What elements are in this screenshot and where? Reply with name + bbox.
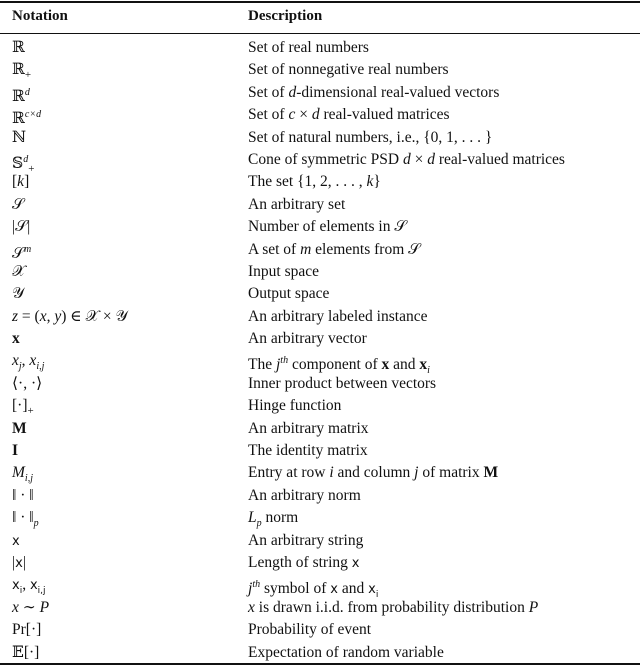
text-segment: Expectation of random variable bbox=[248, 643, 444, 661]
table-body bbox=[0, 37, 640, 664]
text-segment: + bbox=[27, 405, 34, 418]
table-row bbox=[0, 283, 640, 305]
description-cell bbox=[248, 373, 436, 395]
table-row bbox=[0, 306, 640, 328]
text-segment: d bbox=[403, 150, 411, 168]
text-segment: i bbox=[427, 365, 430, 377]
notation-cell bbox=[12, 261, 25, 283]
text-segment: An arbitrary string bbox=[248, 531, 364, 549]
text-segment: y bbox=[54, 307, 62, 325]
text-segment: I bbox=[12, 442, 19, 460]
text-segment: symbol of bbox=[260, 580, 331, 598]
text-segment: and bbox=[389, 356, 420, 374]
text-segment: + bbox=[24, 69, 32, 82]
text-segment: } bbox=[373, 173, 381, 191]
text-segment: ℝ bbox=[12, 39, 25, 56]
description-cell bbox=[248, 82, 499, 104]
table-row bbox=[0, 507, 640, 529]
text-segment: P bbox=[528, 598, 539, 616]
text-segment: k bbox=[366, 173, 374, 191]
text-segment: x bbox=[39, 307, 47, 325]
description-cell bbox=[248, 440, 368, 462]
notation-cell bbox=[12, 171, 29, 193]
text-segment: = ( bbox=[18, 307, 40, 325]
text-segment: , bbox=[22, 576, 30, 594]
table-row bbox=[0, 171, 640, 193]
text-segment: is drawn i.i.d. from probability distribution bbox=[254, 598, 529, 616]
text-segment: Entry at row bbox=[248, 464, 330, 482]
text-segment: elements from bbox=[311, 240, 409, 258]
text-segment: Set of real numbers bbox=[248, 39, 369, 56]
text-segment: j bbox=[18, 361, 22, 373]
table-row bbox=[0, 82, 640, 104]
text-segment: x bbox=[12, 533, 20, 549]
text-segment: , bbox=[21, 352, 30, 370]
table-row bbox=[0, 239, 640, 261]
notation-cell bbox=[12, 373, 42, 395]
notation-cell bbox=[12, 194, 24, 216]
text-segment: c bbox=[288, 106, 296, 124]
text-segment: The set {1, 2, . . . , bbox=[248, 173, 367, 191]
description-cell bbox=[248, 59, 449, 81]
table-row bbox=[0, 104, 640, 126]
text-segment: i bbox=[375, 590, 379, 601]
text-segment: 𝒮 bbox=[12, 244, 24, 262]
text-segment: [·] bbox=[12, 397, 28, 415]
text-segment: ] bbox=[24, 173, 30, 191]
text-segment: M bbox=[12, 464, 25, 482]
text-segment: ℝ bbox=[12, 110, 25, 128]
top-rule bbox=[0, 1, 640, 3]
text-segment: x bbox=[419, 356, 428, 374]
table-row bbox=[0, 373, 640, 395]
notation-cell bbox=[12, 328, 20, 350]
table-row bbox=[0, 485, 640, 507]
text-segment: c×d bbox=[24, 109, 42, 121]
notation-cell bbox=[12, 418, 27, 440]
table-row bbox=[0, 395, 640, 417]
notation-cell bbox=[12, 306, 128, 328]
description-cell bbox=[248, 619, 371, 641]
description-cell bbox=[248, 395, 341, 417]
text-segment: j bbox=[248, 580, 253, 598]
table-row bbox=[0, 619, 640, 641]
table-row bbox=[0, 328, 640, 350]
text-segment: |𝒮| bbox=[12, 218, 31, 236]
description-cell bbox=[248, 127, 492, 149]
text-segment: x bbox=[248, 598, 255, 616]
description-cell bbox=[248, 418, 369, 440]
notation-cell bbox=[12, 530, 20, 553]
notation-cell bbox=[12, 283, 24, 305]
text-segment: x bbox=[368, 582, 376, 598]
text-segment: An arbitrary vector bbox=[248, 330, 367, 348]
text-segment: ℕ bbox=[12, 128, 27, 146]
description-cell bbox=[248, 37, 369, 59]
text-segment: 𝒮 bbox=[394, 218, 407, 236]
text-segment: th bbox=[280, 355, 289, 367]
description-cell bbox=[248, 194, 345, 216]
text-segment: An arbitrary set bbox=[248, 195, 346, 213]
text-segment: x bbox=[29, 352, 37, 370]
text-segment: d bbox=[427, 150, 435, 168]
table-row bbox=[0, 574, 640, 601]
table-row bbox=[0, 462, 640, 484]
text-segment: x bbox=[351, 555, 360, 571]
table-row bbox=[0, 597, 640, 619]
text-segment: p bbox=[256, 518, 262, 530]
text-segment: x bbox=[12, 598, 19, 616]
header-description: Description bbox=[248, 8, 323, 24]
description-cell bbox=[248, 552, 359, 575]
table-row bbox=[0, 350, 640, 377]
table-row bbox=[0, 59, 640, 81]
text-segment: Set of natural numbers, i.e., {0, 1, . . . } bbox=[248, 128, 493, 146]
table-row bbox=[0, 194, 640, 216]
text-segment: Number of elements in bbox=[248, 218, 395, 236]
text-segment: Probability of event bbox=[248, 621, 372, 639]
text-segment: × bbox=[295, 106, 312, 124]
text-segment: ⟨·, ·⟩ bbox=[12, 374, 43, 392]
text-segment: 𝔼[·] bbox=[12, 643, 40, 661]
text-segment: ℝ bbox=[12, 87, 25, 105]
text-segment: d bbox=[24, 86, 30, 98]
text-segment: The identity matrix bbox=[248, 442, 368, 460]
text-segment: i,j bbox=[24, 473, 33, 485]
text-segment: [ bbox=[12, 173, 18, 191]
text-segment: Set of bbox=[248, 83, 289, 101]
text-segment: Hinge function bbox=[248, 397, 342, 415]
text-segment: component of bbox=[288, 356, 382, 374]
text-segment: Input space bbox=[248, 262, 320, 280]
text-segment: Cone of symmetric PSD bbox=[248, 150, 403, 168]
text-segment: ∼ bbox=[18, 598, 40, 616]
description-cell bbox=[248, 216, 406, 238]
text-segment: An arbitrary labeled instance bbox=[248, 307, 428, 325]
text-segment: + bbox=[28, 162, 35, 175]
text-segment: 𝒴 bbox=[12, 285, 25, 303]
text-segment: -dimensional real-valued vectors bbox=[296, 83, 500, 101]
text-segment: , bbox=[46, 307, 55, 325]
text-segment: ) ∈ 𝒳 × 𝒴 bbox=[61, 307, 128, 325]
text-segment: j bbox=[275, 356, 281, 374]
description-cell bbox=[248, 530, 363, 552]
description-cell bbox=[248, 485, 361, 507]
description-cell bbox=[248, 597, 538, 619]
text-segment: j bbox=[414, 464, 419, 482]
table-row bbox=[0, 642, 640, 664]
text-segment: 𝒮 bbox=[408, 240, 421, 258]
text-segment: × bbox=[410, 150, 428, 168]
text-segment: An arbitrary norm bbox=[248, 486, 361, 504]
text-segment: An arbitrary matrix bbox=[248, 419, 369, 437]
text-segment: p bbox=[33, 518, 39, 530]
description-cell bbox=[248, 328, 367, 350]
text-segment: M bbox=[483, 464, 499, 482]
text-segment: The bbox=[248, 356, 276, 374]
table-row bbox=[0, 216, 640, 238]
text-segment: Inner product between vectors bbox=[248, 374, 437, 392]
text-segment: x bbox=[381, 356, 390, 374]
text-segment: i bbox=[19, 586, 23, 597]
table-row bbox=[0, 37, 640, 59]
text-segment: x bbox=[12, 352, 19, 370]
text-segment: i,j bbox=[37, 586, 46, 597]
text-segment: i,j bbox=[36, 361, 45, 373]
header-notation: Notation bbox=[12, 8, 68, 24]
description-cell bbox=[248, 239, 420, 261]
text-segment: th bbox=[252, 579, 261, 591]
table-row bbox=[0, 530, 640, 552]
description-cell bbox=[248, 306, 427, 328]
notation-cell bbox=[12, 642, 39, 664]
text-segment: M bbox=[12, 419, 27, 437]
text-segment: Length of string bbox=[248, 553, 352, 571]
text-segment: 𝒳 bbox=[12, 262, 26, 280]
text-segment: | bbox=[22, 553, 26, 571]
text-segment: k bbox=[17, 173, 25, 191]
text-segment: m bbox=[300, 240, 312, 258]
text-segment: and bbox=[337, 580, 369, 598]
text-segment: Set of nonnegative real numbers bbox=[248, 61, 449, 79]
text-segment: d bbox=[311, 106, 320, 124]
header-rule bbox=[0, 33, 640, 34]
text-segment: x bbox=[12, 578, 20, 594]
table-row bbox=[0, 552, 640, 574]
notation-cell bbox=[12, 440, 18, 462]
text-segment: d bbox=[288, 83, 297, 101]
text-segment: x bbox=[12, 330, 20, 348]
text-segment: ‖ · ‖ bbox=[12, 509, 34, 527]
text-segment: d bbox=[23, 153, 29, 165]
description-cell bbox=[248, 171, 381, 193]
text-segment: x bbox=[330, 582, 338, 598]
text-segment: and column bbox=[333, 464, 415, 482]
description-cell bbox=[248, 283, 329, 305]
description-cell bbox=[248, 149, 565, 171]
description-cell bbox=[248, 104, 450, 126]
text-segment: real-valued matrices bbox=[319, 106, 450, 124]
text-segment: Output space bbox=[248, 285, 330, 303]
table-row bbox=[0, 261, 640, 283]
text-segment: z bbox=[12, 307, 19, 325]
text-segment: of matrix bbox=[418, 464, 484, 482]
notation-cell bbox=[12, 127, 26, 149]
text-segment: m bbox=[24, 243, 32, 255]
table-row bbox=[0, 127, 640, 149]
table-row bbox=[0, 149, 640, 175]
text-segment: ℝ bbox=[12, 61, 25, 79]
notation-cell bbox=[12, 216, 30, 238]
text-segment: | bbox=[12, 553, 16, 571]
notation-cell bbox=[12, 552, 26, 575]
text-segment: x bbox=[29, 578, 38, 594]
table-row bbox=[0, 440, 640, 462]
notation-cell bbox=[12, 485, 34, 507]
bottom-rule bbox=[0, 663, 640, 665]
notation-cell bbox=[12, 37, 25, 59]
description-cell bbox=[248, 462, 498, 484]
text-segment: Pr[·] bbox=[12, 621, 42, 639]
text-segment: 𝒮 bbox=[12, 195, 24, 213]
text-segment: real-valued matrices bbox=[435, 150, 565, 168]
text-segment: A set of bbox=[248, 240, 301, 258]
description-cell bbox=[248, 261, 319, 283]
text-segment: 𝕊 bbox=[12, 154, 24, 172]
text-segment: Set of bbox=[248, 106, 289, 124]
text-segment: L bbox=[248, 509, 257, 527]
text-segment: i bbox=[329, 464, 334, 482]
description-cell bbox=[248, 642, 444, 664]
text-segment: ‖ · ‖ bbox=[12, 486, 34, 504]
text-segment: x bbox=[15, 555, 23, 571]
text-segment: norm bbox=[261, 509, 299, 527]
notation-cell bbox=[12, 597, 49, 619]
table-row bbox=[0, 418, 640, 440]
text-segment: P bbox=[39, 598, 50, 616]
notation-cell bbox=[12, 619, 41, 641]
